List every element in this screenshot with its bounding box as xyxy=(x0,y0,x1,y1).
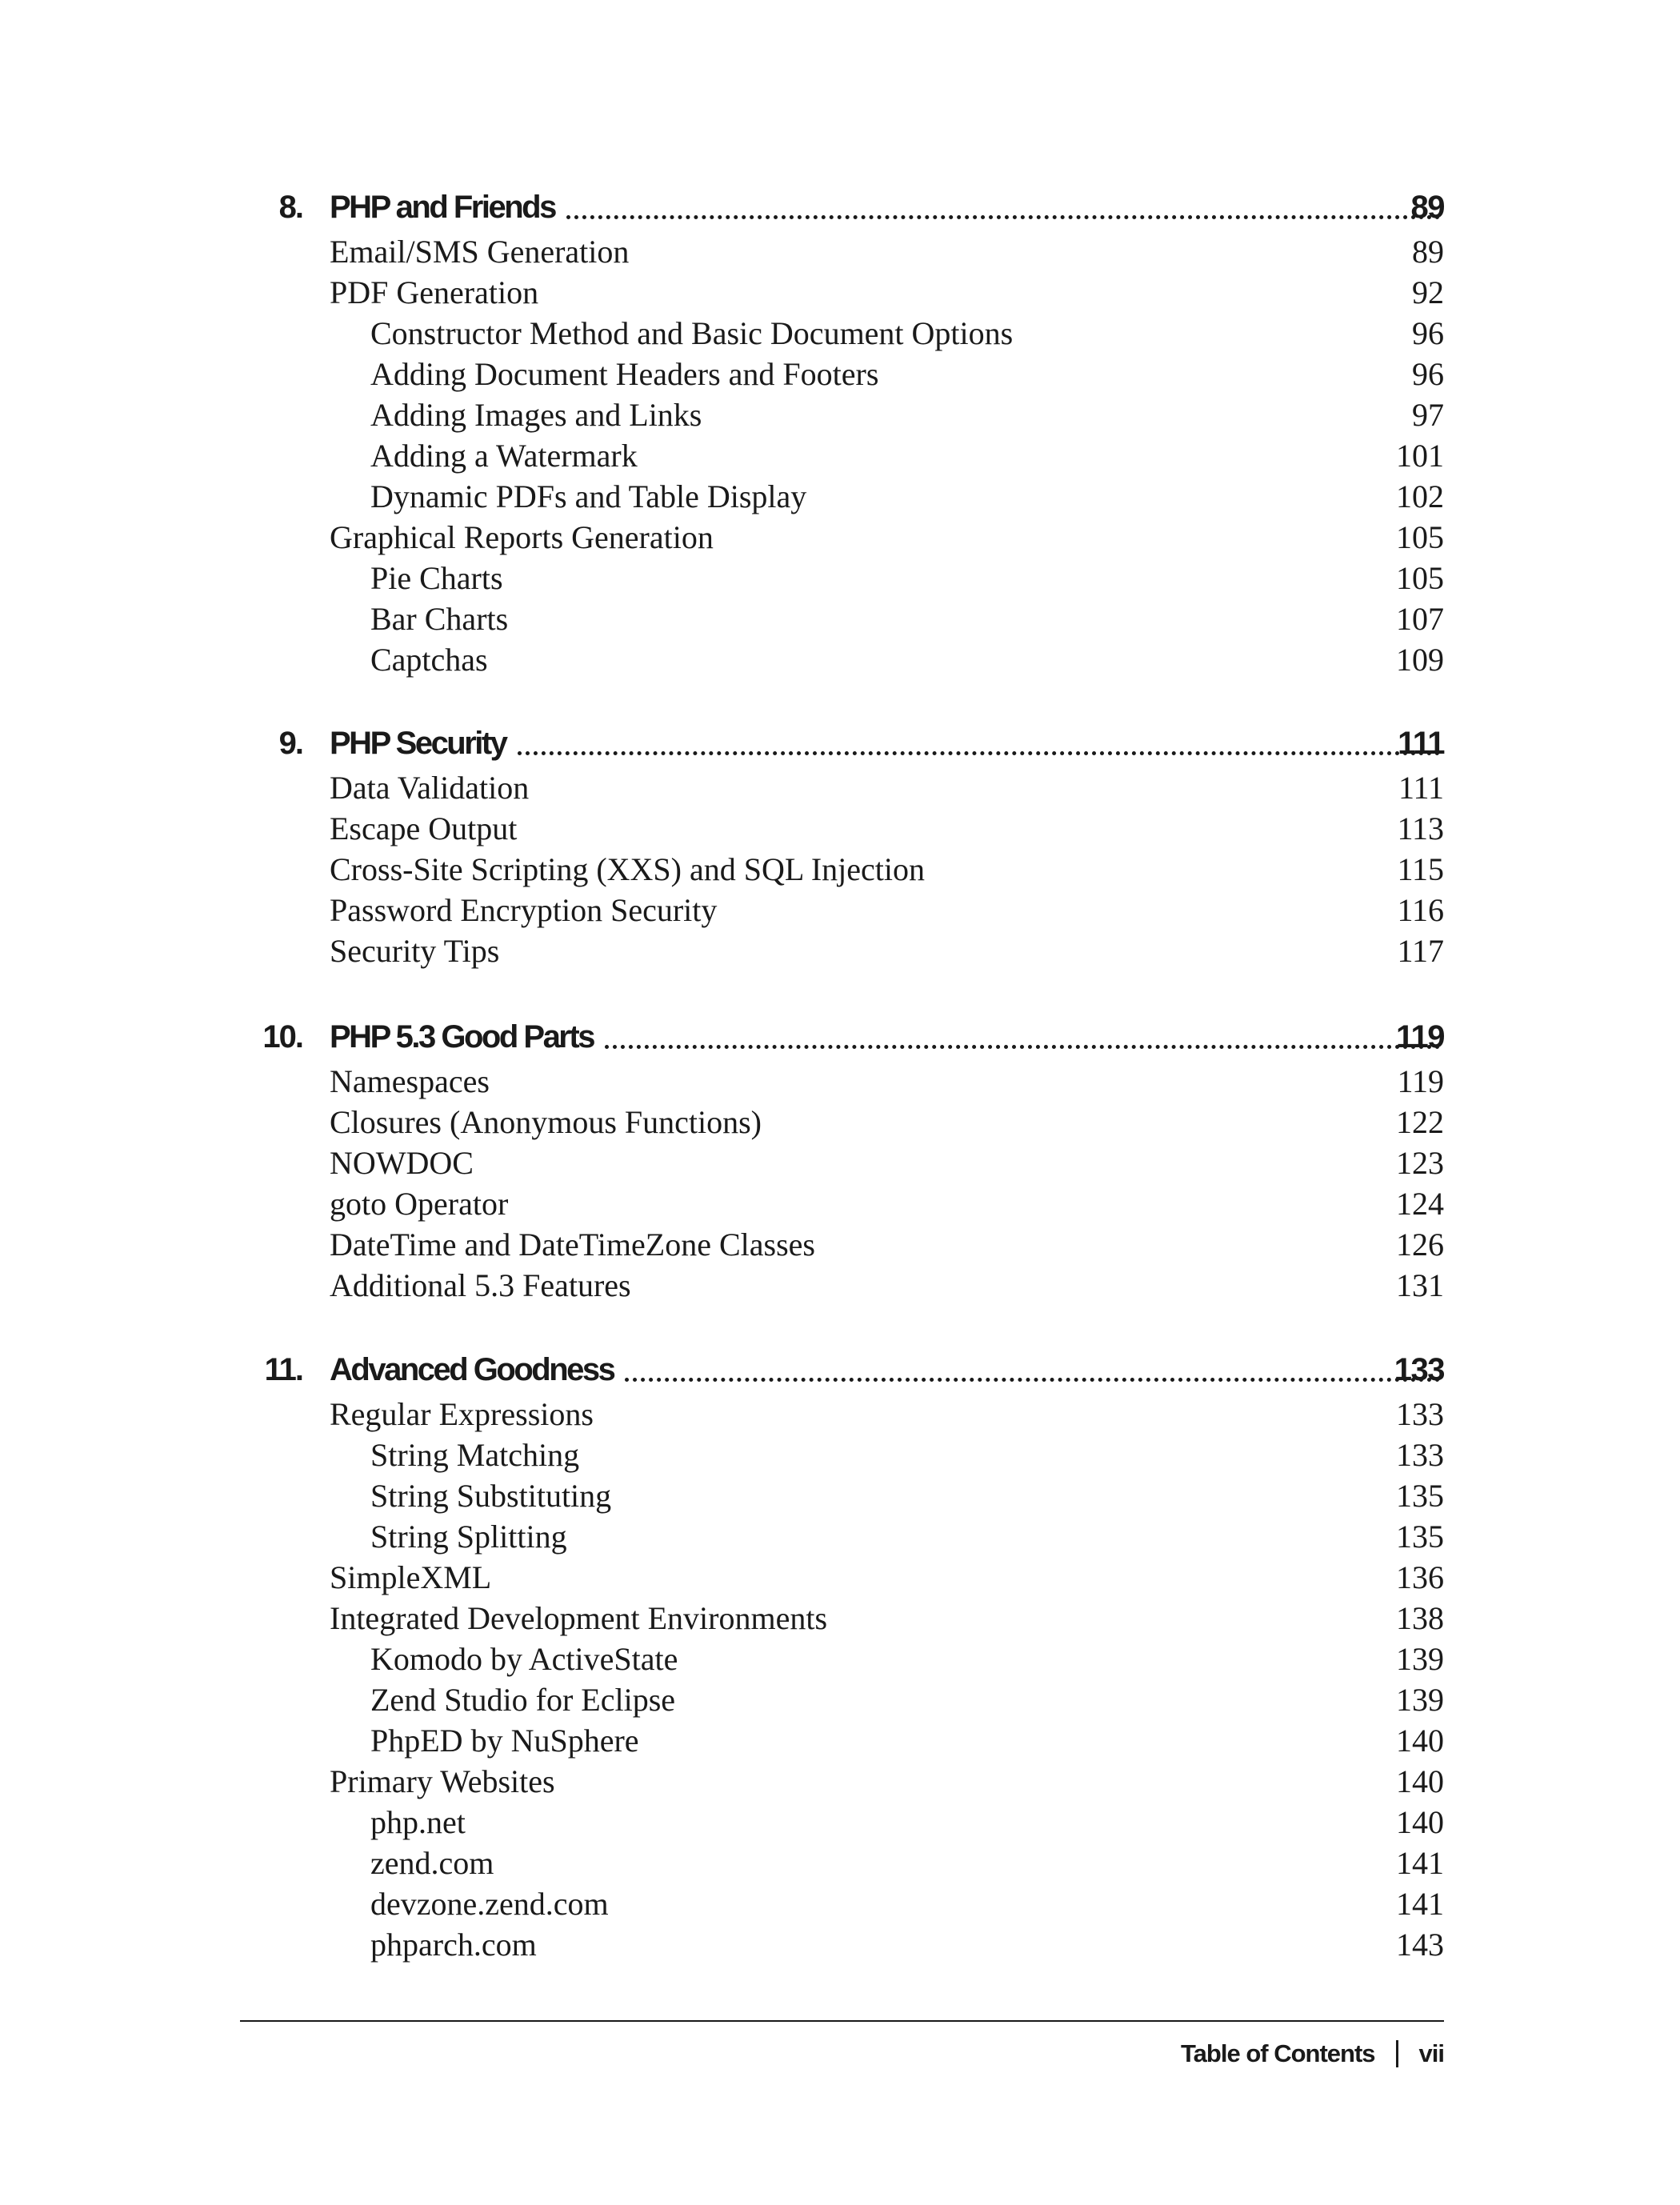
chapter-number: 10. xyxy=(262,1019,302,1054)
entry-label: Primary Websites xyxy=(330,1763,555,1799)
entry-page-number: 113 xyxy=(1397,810,1444,846)
chapter-number: 8. xyxy=(278,190,302,225)
entry-page-number: 131 xyxy=(1396,1267,1444,1303)
entry-page-number: 124 xyxy=(1396,1186,1444,1222)
dot-leader xyxy=(518,751,1440,755)
chapter-number: 11. xyxy=(264,1352,302,1387)
toc-subsection-entry[interactable] xyxy=(0,476,1680,517)
entry-page-number: 136 xyxy=(1396,1559,1444,1595)
toc-subsection-entry[interactable] xyxy=(0,1843,1680,1883)
toc-subsection-entry[interactable] xyxy=(0,558,1680,598)
entry-page-number: 105 xyxy=(1396,519,1444,555)
entry-page-number: 115 xyxy=(1397,851,1444,887)
entry-page-number: 123 xyxy=(1396,1145,1444,1181)
chapter-title: Advanced Goodness xyxy=(330,1352,614,1387)
entry-label: NOWDOC xyxy=(330,1145,474,1181)
entry-label: Closures (Anonymous Functions) xyxy=(330,1104,762,1140)
toc-section-entry[interactable] xyxy=(0,1557,1680,1598)
entry-label: Adding a Watermark xyxy=(370,438,638,474)
toc-subsection-entry[interactable] xyxy=(0,1802,1680,1843)
entry-page-number: 138 xyxy=(1396,1600,1444,1636)
entry-label: Data Validation xyxy=(330,770,530,806)
entry-page-number: 105 xyxy=(1396,560,1444,596)
toc-section-entry[interactable] xyxy=(0,1061,1680,1102)
footer-separator xyxy=(1396,2040,1398,2067)
entry-page-number: 89 xyxy=(1412,234,1444,270)
entry-label: php.net xyxy=(370,1804,466,1840)
entry-label: Security Tips xyxy=(330,933,500,969)
toc-section-entry[interactable] xyxy=(0,1598,1680,1639)
entry-page-number: 92 xyxy=(1412,274,1444,310)
entry-label: goto Operator xyxy=(330,1186,509,1222)
entry-page-number: 140 xyxy=(1396,1763,1444,1799)
entry-page-number: 141 xyxy=(1396,1886,1444,1922)
dot-leader xyxy=(625,1378,1440,1382)
entry-label: DateTime and DateTimeZone Classes xyxy=(330,1227,815,1263)
entry-page-number: 97 xyxy=(1412,397,1444,433)
entry-page-number: 107 xyxy=(1396,601,1444,637)
entry-label: Constructor Method and Basic Document Options xyxy=(370,315,1014,351)
entry-label: PDF Generation xyxy=(330,274,539,310)
toc-section-entry[interactable] xyxy=(0,849,1680,890)
chapter-heading[interactable] xyxy=(0,719,1680,767)
entry-label: Zend Studio for Eclipse xyxy=(370,1682,676,1718)
toc-subsection-entry[interactable] xyxy=(0,435,1680,476)
toc-subsection-entry[interactable] xyxy=(0,598,1680,639)
toc-section-entry[interactable] xyxy=(0,1143,1680,1183)
toc-subsection-entry[interactable] xyxy=(0,1883,1680,1924)
entry-page-number: 119 xyxy=(1397,1063,1444,1099)
footer-page-number: vii xyxy=(1418,2039,1444,2067)
footer-section-title: Table of Contents xyxy=(1181,2039,1375,2067)
entry-page-number: 139 xyxy=(1396,1682,1444,1718)
entry-label: Regular Expressions xyxy=(330,1396,594,1432)
entry-label: Adding Images and Links xyxy=(370,397,702,433)
toc-subsection-entry[interactable] xyxy=(0,1679,1680,1720)
entry-page-number: 117 xyxy=(1397,933,1444,969)
entry-label: Graphical Reports Generation xyxy=(330,519,714,555)
entry-page-number: 96 xyxy=(1412,356,1444,392)
chapter-title: PHP and Friends xyxy=(330,190,555,225)
chapter-page-number: 119 xyxy=(1395,1019,1444,1054)
entry-label: Additional 5.3 Features xyxy=(330,1267,631,1303)
entry-page-number: 135 xyxy=(1396,1519,1444,1555)
toc-section-entry[interactable] xyxy=(0,231,1680,272)
toc-section-entry[interactable] xyxy=(0,1265,1680,1306)
chapter-title: PHP Security xyxy=(330,726,506,761)
entry-page-number: 116 xyxy=(1397,892,1444,928)
entry-label: phparch.com xyxy=(370,1927,537,1963)
toc-subsection-entry[interactable] xyxy=(0,639,1680,680)
entry-label: Pie Charts xyxy=(370,560,503,596)
entry-label: Password Encryption Security xyxy=(330,892,718,928)
entry-label: Bar Charts xyxy=(370,601,509,637)
entry-page-number: 101 xyxy=(1396,438,1444,474)
entry-page-number: 109 xyxy=(1396,642,1444,678)
toc-subsection-entry[interactable] xyxy=(0,354,1680,394)
toc-section-entry[interactable] xyxy=(0,1224,1680,1265)
chapter-page-number: 111 xyxy=(1398,726,1444,761)
toc-section-entry[interactable] xyxy=(0,1183,1680,1224)
entry-page-number: 96 xyxy=(1412,315,1444,351)
toc-section-entry[interactable] xyxy=(0,1761,1680,1802)
chapter-heading[interactable] xyxy=(0,1346,1680,1394)
entry-label: Cross-Site Scripting (XXS) and SQL Injection xyxy=(330,851,926,887)
toc-subsection-entry[interactable] xyxy=(0,1720,1680,1761)
entry-page-number: 122 xyxy=(1396,1104,1444,1140)
entry-page-number: 126 xyxy=(1396,1227,1444,1263)
toc-subsection-entry[interactable] xyxy=(0,1516,1680,1557)
entry-label: SimpleXML xyxy=(330,1559,492,1595)
footer-rule xyxy=(240,2020,1444,2022)
entry-label: Escape Output xyxy=(330,810,518,846)
entry-label: PhpED by NuSphere xyxy=(370,1723,639,1759)
toc-subsection-entry[interactable] xyxy=(0,1639,1680,1679)
entry-label: String Splitting xyxy=(370,1519,567,1555)
entry-label: Captchas xyxy=(370,642,488,678)
chapter-heading[interactable] xyxy=(0,183,1680,231)
toc-subsection-entry[interactable] xyxy=(0,313,1680,354)
entry-label: Namespaces xyxy=(330,1063,490,1099)
chapter-title: PHP 5.3 Good Parts xyxy=(330,1019,594,1054)
entry-label: devzone.zend.com xyxy=(370,1886,609,1922)
entry-page-number: 141 xyxy=(1396,1845,1444,1881)
toc-section-entry[interactable] xyxy=(0,767,1680,808)
toc-section-entry[interactable] xyxy=(0,808,1680,849)
page-footer xyxy=(1181,2034,1444,2074)
entry-label: Adding Document Headers and Footers xyxy=(370,356,879,392)
toc-section-entry[interactable] xyxy=(0,1102,1680,1143)
toc-section-entry[interactable] xyxy=(0,1394,1680,1435)
entry-page-number: 139 xyxy=(1396,1641,1444,1677)
toc-subsection-entry[interactable] xyxy=(0,1435,1680,1475)
entry-page-number: 102 xyxy=(1396,478,1444,514)
entry-label: Komodo by ActiveState xyxy=(370,1641,678,1677)
chapter-number: 9. xyxy=(278,726,302,761)
chapter-heading[interactable] xyxy=(0,1013,1680,1061)
entry-label: String Substituting xyxy=(370,1478,612,1514)
entry-page-number: 133 xyxy=(1396,1437,1444,1473)
dot-leader xyxy=(605,1045,1440,1049)
toc-subsection-entry[interactable] xyxy=(0,394,1680,435)
toc-subsection-entry[interactable] xyxy=(0,1924,1680,1965)
dot-leader xyxy=(566,215,1440,219)
toc-subsection-entry[interactable] xyxy=(0,1475,1680,1516)
entry-page-number: 143 xyxy=(1396,1927,1444,1963)
entry-page-number: 133 xyxy=(1396,1396,1444,1432)
entry-label: Integrated Development Environments xyxy=(330,1600,828,1636)
chapter-page-number: 133 xyxy=(1394,1352,1444,1387)
entry-page-number: 111 xyxy=(1398,770,1444,806)
chapter-page-number: 89 xyxy=(1410,190,1444,225)
entry-page-number: 140 xyxy=(1396,1804,1444,1840)
entry-page-number: 135 xyxy=(1396,1478,1444,1514)
entry-label: Dynamic PDFs and Table Display xyxy=(370,478,807,514)
toc-section-entry[interactable] xyxy=(0,930,1680,971)
toc-section-entry[interactable] xyxy=(0,517,1680,558)
entry-label: String Matching xyxy=(370,1437,580,1473)
toc-section-entry[interactable] xyxy=(0,890,1680,930)
toc-section-entry[interactable] xyxy=(0,272,1680,313)
entry-page-number: 140 xyxy=(1396,1723,1444,1759)
entry-label: Email/SMS Generation xyxy=(330,234,630,270)
entry-label: zend.com xyxy=(370,1845,494,1881)
